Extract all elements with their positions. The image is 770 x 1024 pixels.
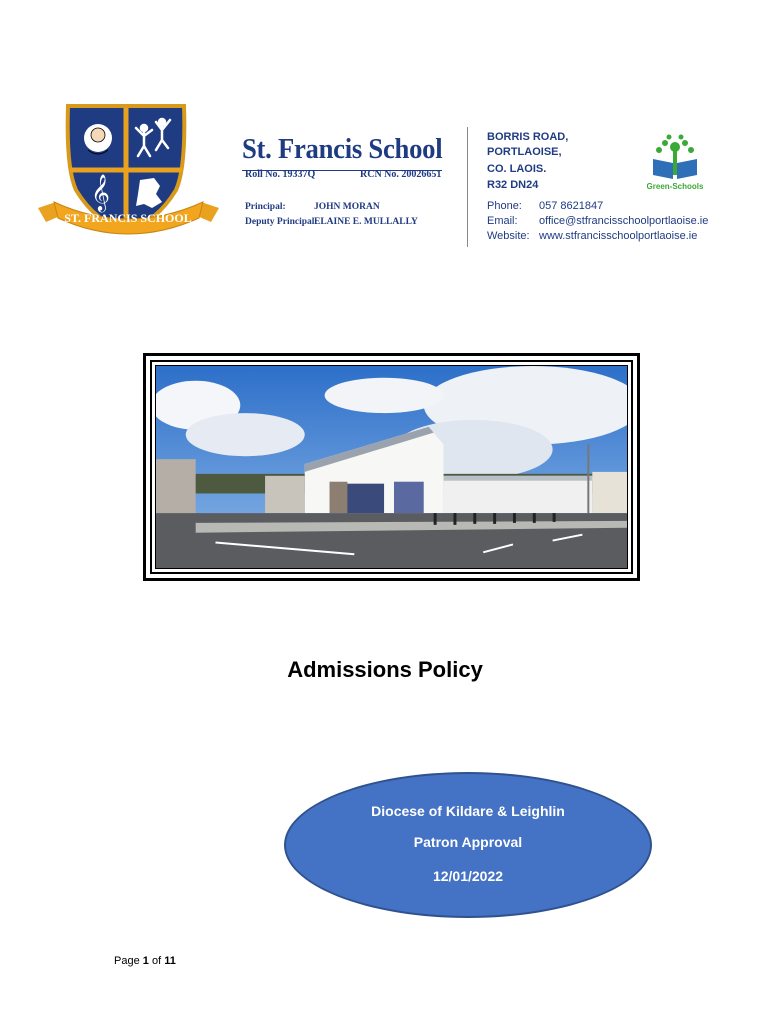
website-url: www.stfrancisschoolportlaoise.ie	[539, 230, 698, 242]
green-schools-text: Green-Schools	[647, 182, 703, 191]
page-total: 11	[164, 955, 176, 967]
document-title: Admissions Policy	[287, 657, 483, 682]
svg-text:𝄞: 𝄞	[91, 173, 110, 211]
rcn-number: RCN No. 20026651	[360, 169, 442, 180]
email-label: Email:	[487, 215, 518, 227]
page-of-word: of	[151, 955, 162, 967]
deputy-principal-label: Deputy Principal:	[245, 217, 318, 227]
page-word: Page	[114, 955, 140, 967]
school-photo-frame	[143, 353, 640, 581]
phone-label: Phone:	[487, 200, 522, 212]
address-line-1: BORRIS ROAD,	[487, 131, 569, 143]
approval-date: 12/01/2022	[432, 868, 504, 884]
green-schools-logo	[647, 133, 703, 193]
school-name: St. Francis School	[242, 133, 443, 165]
school-crest	[36, 98, 221, 238]
page-current: 1	[142, 955, 149, 967]
school-building-photo	[155, 365, 628, 569]
phone-number: 057 8621847	[539, 200, 604, 212]
principal-label: Principal:	[245, 202, 286, 212]
deputy-principal-name: ELAINE E. MULLALLY	[314, 217, 418, 227]
principal-name: JOHN MORAN	[314, 202, 380, 212]
approval-patron: Patron Approval	[413, 834, 523, 850]
address-line-4: R32 DN24	[487, 179, 539, 191]
address-line-2: PORTLAOISE,	[487, 146, 562, 158]
address-line-3: CO. LAOIS.	[487, 163, 547, 175]
website-label: Website:	[487, 230, 530, 242]
header-divider	[467, 127, 468, 247]
crest-banner-text: ST. FRANCIS SCHOOL	[64, 211, 192, 225]
page-number	[114, 955, 176, 967]
roll-number: Roll No. 19337Q	[245, 169, 316, 180]
email-address: office@stfrancisschoolportlaoise.ie	[539, 215, 709, 227]
approval-diocese: Diocese of Kildare & Leighlin	[371, 803, 565, 819]
